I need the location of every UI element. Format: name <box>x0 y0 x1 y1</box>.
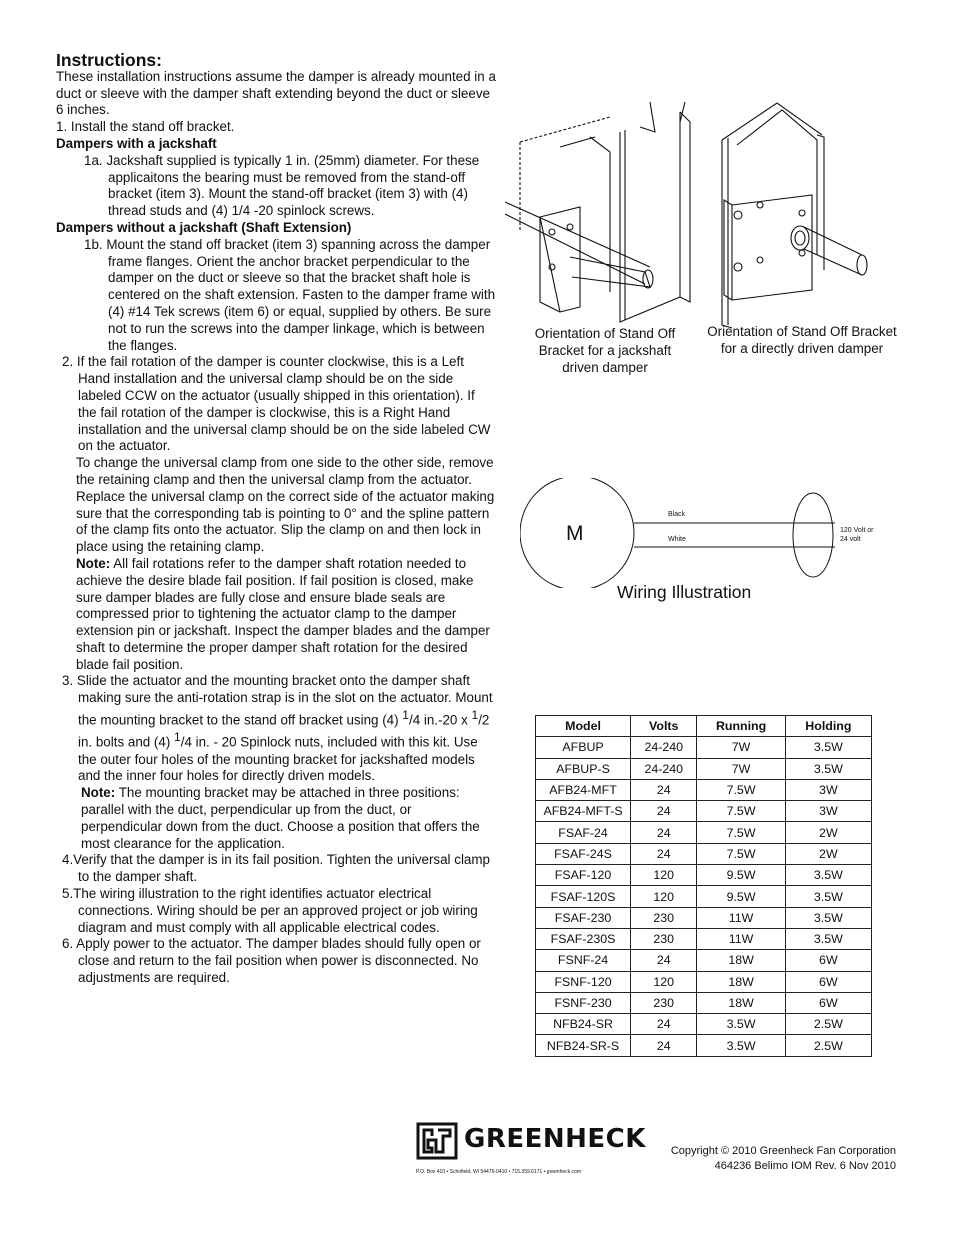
table-cell: 7.5W <box>697 822 785 843</box>
step-2-note <box>56 556 496 674</box>
motor-label: M <box>566 522 584 545</box>
fraction-numerator: 1 <box>174 730 181 745</box>
table-cell: 7.5W <box>697 801 785 822</box>
table-cell: 11W <box>697 928 785 949</box>
table-cell: 2W <box>785 843 871 864</box>
table-cell: 24-240 <box>631 758 697 779</box>
supply-voltage-label <box>840 526 873 544</box>
copyright: Copyright © 2010 Greenheck Fan Corporation <box>670 1145 896 1157</box>
fraction-numerator: 1 <box>471 708 479 723</box>
brand-name: GREENHECK <box>464 1124 646 1154</box>
step-4: 4.Verify that the damper is in its fail position. Tighten the universal clamp to the damper shaft. <box>62 852 490 885</box>
table-row <box>536 843 872 864</box>
instructions-intro: These installation instructions assume the damper is already mounted in a duct or sleeve with the damper shaft extending beyond the duct or sleeve 6 inches. <box>56 68 496 118</box>
step-3 <box>56 673 496 785</box>
table-cell: 3W <box>785 801 871 822</box>
note-text: The mounting bracket may be attached in three positions: parallel with the duct, perpendicular up from the duct, or perpendicular down from the duct. Choose a position that offers the most clearance for the application. <box>81 785 480 851</box>
table-cell: 24-240 <box>631 737 697 758</box>
table-row <box>536 886 872 907</box>
table-cell: 230 <box>631 907 697 928</box>
table-cell: 9.5W <box>697 865 785 886</box>
step-1b-text: 1b. Mount the stand off bracket (item 3) spanning across the damper frame flanges. Orient the anchor bracket perpendicular to the damper on the duct or sleeve so that the bracket shaft hole is centered on the shaft extension. Fasten to the damper frame with (4) #14 Tek screws (item 6) or equal, supplied by others. Be sure not to run the screws into the damper linkage, which is between the flanges. <box>84 236 496 353</box>
table-row <box>536 1035 872 1056</box>
table-cell: 230 <box>631 992 697 1013</box>
table-cell: FSAF-230S <box>536 928 631 949</box>
table-cell: 18W <box>697 971 785 992</box>
table-row <box>536 971 872 992</box>
step-3-text-c: /2 in. bolts and (4) <box>78 712 490 750</box>
column-header: Volts <box>631 716 697 737</box>
table-cell: 2.5W <box>785 1035 871 1056</box>
table-cell: FSNF-120 <box>536 971 631 992</box>
table-cell: 24 <box>631 843 697 864</box>
caption-direct-driven: Orientation of Stand Off Bracket for a directly driven damper <box>707 324 897 356</box>
jackshaft-bracket-drawing <box>500 92 705 332</box>
table-cell: FSAF-24 <box>536 822 631 843</box>
wire-bundle-ellipse <box>793 493 833 577</box>
note-label: Note: <box>81 785 116 801</box>
table-cell: 3W <box>785 779 871 800</box>
table-cell: 24 <box>631 950 697 971</box>
table-row <box>536 865 872 886</box>
supply-line-1: 120 Volt or <box>840 527 874 534</box>
table-cell: 3.5W <box>785 758 871 779</box>
table-header-row <box>536 716 872 737</box>
column-header: Holding <box>785 716 871 737</box>
instructions-title: Instructions: <box>56 50 162 70</box>
instructions-column <box>56 52 496 987</box>
table-row <box>536 907 872 928</box>
table-body <box>536 737 872 1056</box>
table-cell: NFB24-SR-S <box>536 1035 631 1056</box>
table-cell: 3.5W <box>697 1014 785 1035</box>
table-cell: 24 <box>631 822 697 843</box>
note-label: Note: <box>76 555 111 571</box>
wire-label-black: Black <box>668 511 686 518</box>
step-1: 1. Install the stand off bracket. <box>56 119 235 135</box>
document-id: 464236 Belimo IOM Rev. 6 Nov 2010 <box>714 1160 896 1172</box>
step-1a-heading: Dampers with a jackshaft <box>56 135 217 151</box>
table-row <box>536 992 872 1013</box>
caption-jackshaft: Orientation of Stand Off Bracket for a jackshaft driven damper <box>534 326 676 375</box>
table-cell: FSNF-230 <box>536 992 631 1013</box>
table-cell: 2.5W <box>785 1014 871 1035</box>
table-cell: 24 <box>631 1035 697 1056</box>
table-cell: FSAF-120S <box>536 886 631 907</box>
table-cell: FSAF-24S <box>536 843 631 864</box>
column-header: Model <box>536 716 631 737</box>
table-cell: NFB24-SR <box>536 1014 631 1035</box>
table-row <box>536 950 872 971</box>
table-cell: AFB24-MFT-S <box>536 801 631 822</box>
table-row <box>536 737 872 758</box>
step-3-note <box>56 785 496 852</box>
table-cell: 11W <box>697 907 785 928</box>
table-cell: 7W <box>697 758 785 779</box>
table-cell: 24 <box>631 779 697 800</box>
table-cell: 24 <box>631 1014 697 1035</box>
step-1a-text: 1a. Jackshaft supplied is typically 1 in. (25mm) diameter. For these applicaitons the bearing must be removed from the stand-off bracket (item 3). Mount the stand-off bracket (item 3) with (4) thread studs and (4) 1/4 -20 spinlock screws. <box>84 152 480 219</box>
step-3-text-d: /4 in. - 20 Spinlock nuts, included with this kit. Use the outer four holes of the mounting bracket for jackshafted models and the inner four holes for directly driven models. <box>78 734 478 784</box>
table-cell: 7.5W <box>697 779 785 800</box>
table-row <box>536 779 872 800</box>
table-cell: AFBUP-S <box>536 758 631 779</box>
step-6: 6. Apply power to the actuator. The damper blades should fully open or close and return to the fail position when power is disconnected. No adjustments are required. <box>62 936 481 985</box>
table-cell: AFB24-MFT <box>536 779 631 800</box>
note-text: All fail rotations refer to the damper shaft rotation needed to achieve the desire blade fail position. If fail position is closed, make sure damper blades are fully close and ensure blade seals are compressed prior to tightening the actuator clamp to the damper extension pin or jackshaft. Inspect the damper blades and the damper shaft to determine the proper damper shaft rotation for the desired blade fail position. <box>76 555 490 672</box>
step-2-clamp-paragraph: To change the universal clamp from one side to the other side, remove the retaining clamp and then the universal clamp from the actuator. Replace the universal clamp on the correct side of the actuator making sure that the corresponding tab is pointing to 0° and the spline pattern of the clamp fits onto the actuator. Slip the clamp on and then lock in place using the retaining clamp. <box>76 455 495 555</box>
step-1b-heading: Dampers without a jackshaft (Shaft Extension) <box>56 219 352 235</box>
table-row <box>536 928 872 949</box>
table-cell: 6W <box>785 950 871 971</box>
copyright-block <box>671 1144 896 1174</box>
supply-line-2: 24 volt <box>840 536 861 543</box>
table-cell: 24 <box>631 801 697 822</box>
table-cell: 3.5W <box>785 737 871 758</box>
table-cell: 120 <box>631 971 697 992</box>
wire-label-white: White <box>668 536 686 543</box>
table-cell: FSNF-24 <box>536 950 631 971</box>
table-cell: 6W <box>785 992 871 1013</box>
column-header: Running <box>697 716 785 737</box>
table-cell: AFBUP <box>536 737 631 758</box>
table-cell: 3.5W <box>785 907 871 928</box>
table-cell: FSAF-120 <box>536 865 631 886</box>
table-cell: 6W <box>785 971 871 992</box>
table-cell: 9.5W <box>697 886 785 907</box>
table-cell: 2W <box>785 822 871 843</box>
step-3-text-b: /4 in.-20 x <box>408 712 472 728</box>
table-row <box>536 822 872 843</box>
table-cell: 18W <box>697 992 785 1013</box>
wiring-title: Wiring Illustration <box>617 582 752 602</box>
fraction-numerator: 1 <box>402 708 409 723</box>
actuator-spec-table <box>535 715 872 1057</box>
table-cell: 7.5W <box>697 843 785 864</box>
direct-driven-bracket-drawing <box>712 95 882 330</box>
table-row <box>536 758 872 779</box>
table-row <box>536 801 872 822</box>
step-2: 2. If the fail rotation of the damper is counter clockwise, this is a Left Hand installation and the universal clamp should be on the side labeled CCW on the actuator (usually shipped in this orientation). If the fail rotation of the damper is clockwise, this is a Right Hand installation and the universal clamp should be on the side labeled CW on the actuator. <box>62 354 491 454</box>
table-cell: 3.5W <box>785 865 871 886</box>
step-5: 5.The wiring illustration to the right identifies actuator electrical connections. Wiring should be per an approved project or job wiring diagram and must comply with all applicable electrical codes. <box>62 885 478 935</box>
table-cell: 3.5W <box>785 886 871 907</box>
table-cell: 3.5W <box>697 1035 785 1056</box>
table-cell: 7W <box>697 737 785 758</box>
address-line: P.O. Box 410 • Schofield, WI 54476-0410 • 715.359.6171 • greenheck.com <box>416 1169 581 1175</box>
table-cell: 3.5W <box>785 928 871 949</box>
greenheck-g-icon <box>416 1122 458 1162</box>
table-cell: 230 <box>631 928 697 949</box>
table-cell: 120 <box>631 886 697 907</box>
step-3-text-a: 3. Slide the actuator and the mounting bracket onto the damper shaft making sure the anti-rotation strap is in the slot on the actuator. Mount the mounting bracket to the stand off bracket using (4) <box>62 673 493 728</box>
table-row <box>536 1014 872 1035</box>
table-cell: 120 <box>631 865 697 886</box>
table-cell: FSAF-230 <box>536 907 631 928</box>
table-cell: 18W <box>697 950 785 971</box>
